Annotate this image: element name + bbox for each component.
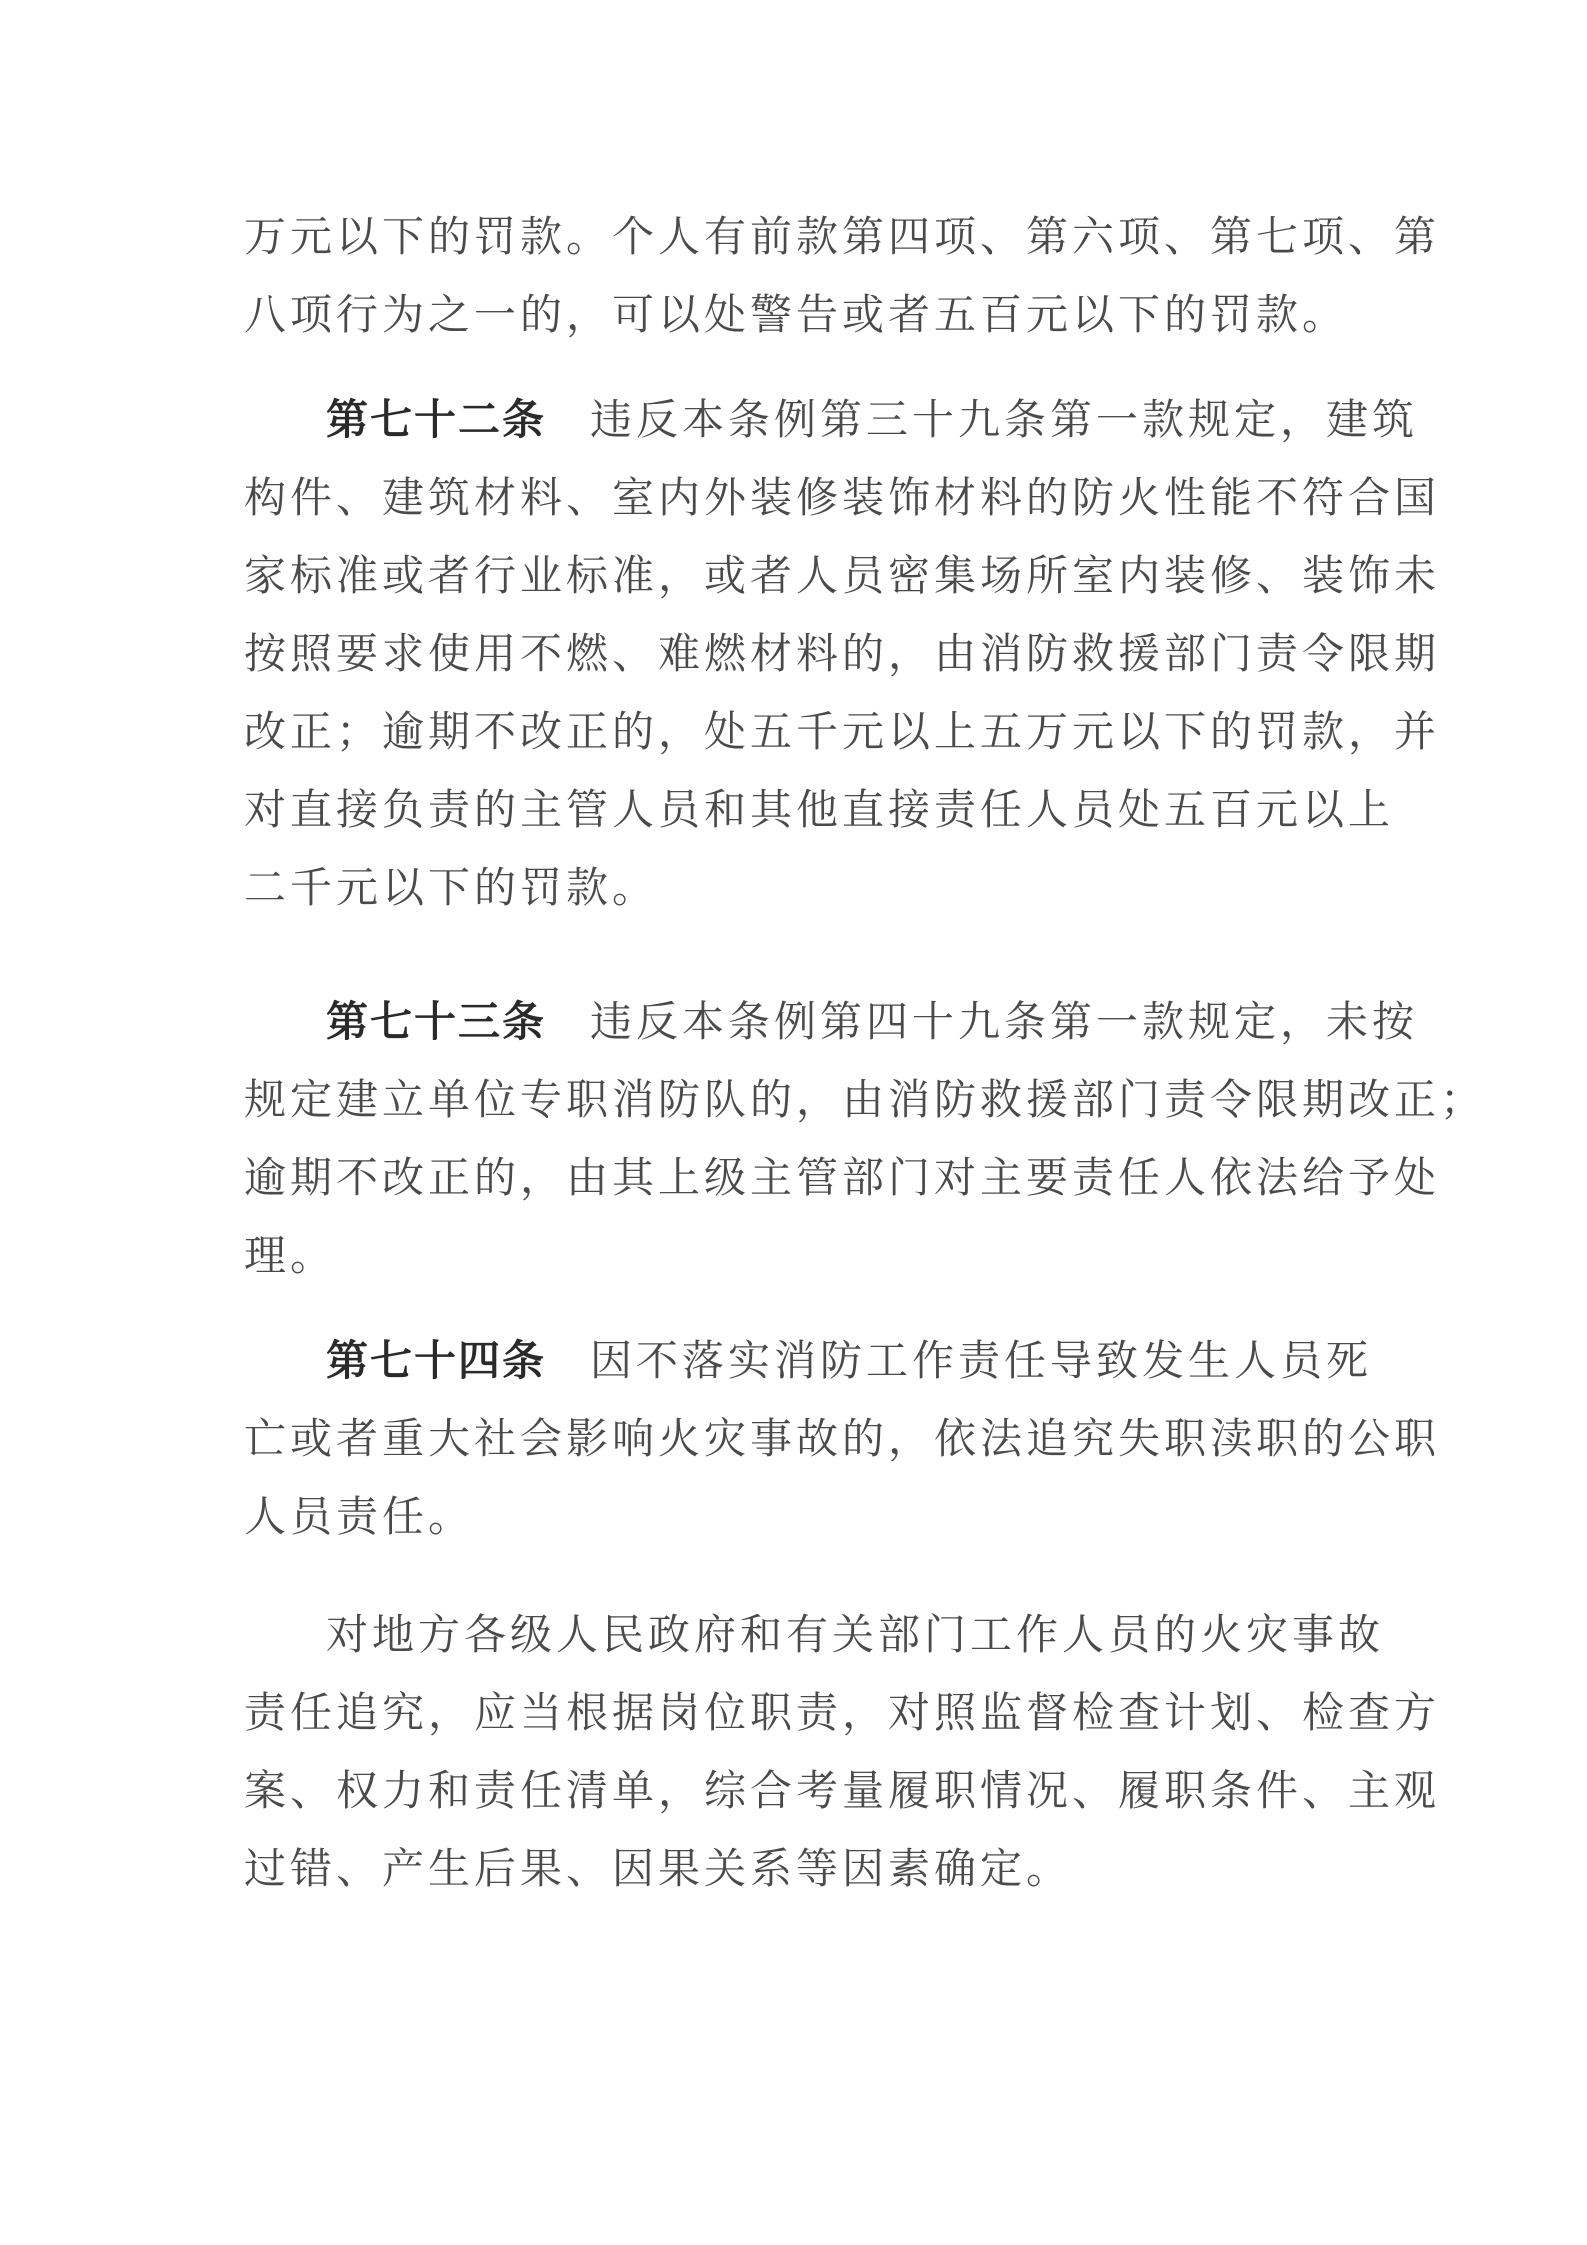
article-74-line-1: 因不落实消防工作责任导致发生人员死 xyxy=(590,1336,1373,1385)
article-72-line-4: 按照要求使用不燃、难燃材料的，由消防救援部门责令限期 xyxy=(244,629,1441,678)
article-74-line-3: 人员责任。 xyxy=(244,1492,475,1541)
article-72-line-3: 家标准或者行业标准，或者人员密集场所室内装修、装饰未 xyxy=(244,551,1441,600)
article-73-line-2: 规定建立单位专职消防队的，由消防救援部门责令限期改正； xyxy=(244,1075,1487,1124)
article-72-heading: 第七十二条 xyxy=(326,395,547,444)
article-74-heading: 第七十四条 xyxy=(326,1336,547,1385)
article-72-line-7: 二千元以下的罚款。 xyxy=(244,863,659,912)
article-72-line-5: 改正；逾期不改正的，处五千元以上五万元以下的罚款，并 xyxy=(244,707,1441,756)
article-74-para2-line-4: 过错、产生后果、因果关系等因素确定。 xyxy=(244,1844,1073,1893)
article-72-line-2: 构件、建筑材料、室内外装修装饰材料的防火性能不符合国 xyxy=(244,473,1441,522)
article-73-line-4: 理。 xyxy=(244,1231,337,1280)
article-72-first-line xyxy=(326,390,1446,450)
article-71-tail-line-1: 万元以下的罚款。个人有前款第四项、第六项、第七项、第 xyxy=(244,212,1441,261)
article-74-line-2: 亡或者重大社会影响火灾事故的，依法追究失职渎职的公职 xyxy=(244,1414,1441,1463)
article-73-line-1: 违反本条例第四十九条第一款规定，未按 xyxy=(590,997,1419,1046)
article-73-line-3: 逾期不改正的，由其上级主管部门对主要责任人依法给予处 xyxy=(244,1153,1441,1202)
article-73-first-line xyxy=(326,992,1446,1052)
article-71-tail-line-2: 八项行为之一的，可以处警告或者五百元以下的罚款。 xyxy=(244,290,1349,339)
article-72-line-6: 对直接负责的主管人员和其他直接责任人员处五百元以上 xyxy=(244,785,1395,834)
article-74-first-line xyxy=(326,1331,1446,1391)
article-72-line-1: 违反本条例第三十九条第一款规定，建筑 xyxy=(590,395,1419,444)
article-74-para2-line-1: 对地方各级人民政府和有关部门工作人员的火灾事故 xyxy=(326,1610,1385,1659)
article-74-para2-line-2: 责任追究，应当根据岗位职责，对照监督检查计划、检查方 xyxy=(244,1688,1441,1737)
article-73-heading: 第七十三条 xyxy=(326,997,547,1046)
article-74-para2-line-3: 案、权力和责任清单，综合考量履职情况、履职条件、主观 xyxy=(244,1766,1441,1815)
